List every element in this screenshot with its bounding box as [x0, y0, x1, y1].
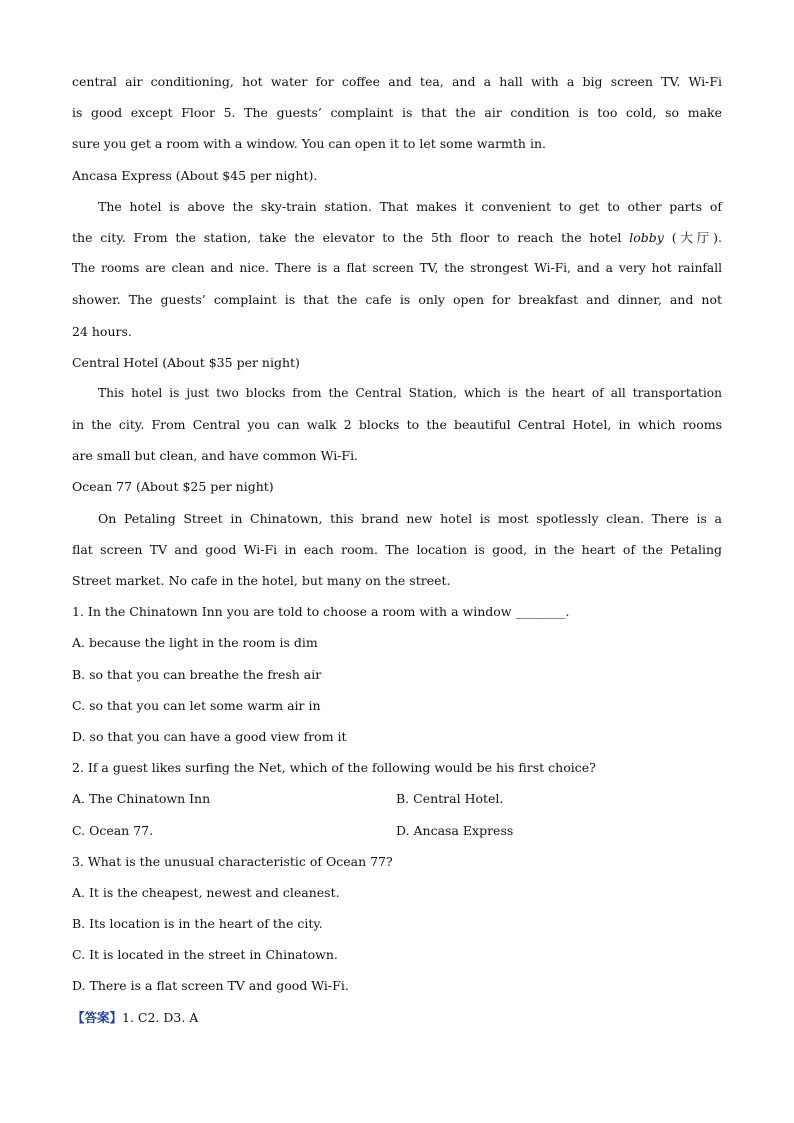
paragraph-line: are small but clean, and have common Wi-Fi.	[72, 448, 359, 464]
paragraph-line: central air conditioning, hot water for coffee and tea, and a hall with a big screen TV. Wi-Fi	[72, 74, 722, 89]
answer-line	[72, 1002, 722, 1033]
paragraph-line: On Petaling Street in Chinatown, this brand new hotel is most spotlessly clean. There is a	[98, 510, 722, 526]
q2-option-c: C. Ocean 77.	[72, 822, 154, 838]
paragraph-line: The hotel is above the sky-train station. That makes it convenient to get to other parts of	[98, 198, 722, 214]
q3-option-b: B. Its location is in the heart of the city.	[72, 916, 323, 932]
q2-option-a: A. The Chinatown Inn	[72, 791, 211, 807]
q2-option-d: D. Ancasa Express	[396, 822, 514, 838]
hotel-heading-central: Central Hotel (About $35 per night)	[72, 354, 300, 370]
q2-options-row	[72, 783, 722, 814]
paragraph-line: This hotel is just two blocks from the Central Station, which is the heart of all transportation	[98, 385, 722, 400]
text-span: the city. From the station, take the elevator to the 5th floor to reach the hotel	[72, 229, 630, 245]
q3-option-c: C. It is located in the street in Chinatown.	[72, 947, 338, 963]
italic-word: lobby	[629, 229, 664, 245]
answer-label: 【答案】	[72, 1009, 123, 1025]
question-3-stem: 3. What is the unusual characteristic of Ocean 77?	[72, 853, 393, 869]
q1-option-d: D. so that you can have a good view from it	[72, 728, 347, 744]
paragraph-line: shower. The guests’ complaint is that the cafe is only open for breakfast and dinner, and not	[72, 292, 722, 308]
q3-option-a: A. It is the cheapest, newest and cleanest.	[72, 884, 340, 900]
q2-option-b: B. Central Hotel.	[396, 791, 504, 807]
paragraph-line: is good except Floor 5. The guests’ complaint is that the air condition is too cold, so make	[72, 105, 722, 121]
paragraph-line: Street market. No cafe in the hotel, but many on the street.	[72, 573, 451, 588]
paragraph-line: The rooms are clean and nice. There is a flat screen TV, the strongest Wi-Fi, and a very hot rainfall	[72, 261, 722, 276]
document-page	[72, 66, 722, 1033]
hotel-heading-ancasa: Ancasa Express (About $45 per night).	[72, 167, 318, 183]
answer-text: 1. C2. D3. A	[122, 1009, 199, 1025]
q1-option-b: B. so that you can breathe the fresh air	[72, 666, 322, 682]
paragraph-line	[72, 222, 722, 253]
q1-option-a: A. because the light in the room is dim	[72, 635, 318, 651]
paragraph-line: in the city. From Central you can walk 2 blocks to the beautiful Central Hotel, in which rooms	[72, 417, 722, 433]
question-1-stem: 1. In the Chinatown Inn you are told to choose a room with a window ________.	[72, 604, 570, 620]
q1-option-c: C. so that you can let some warm air in	[72, 697, 321, 713]
text-span: (大厅).	[663, 229, 723, 245]
paragraph-line: sure you get a room with a window. You can open it to let some warmth in.	[72, 136, 546, 152]
paragraph-line: 24 hours.	[72, 323, 132, 339]
q3-option-d: D. There is a flat screen TV and good Wi-Fi.	[72, 978, 349, 994]
paragraph-line: flat screen TV and good Wi-Fi in each room. The location is good, in the heart of the Petaling	[72, 541, 722, 557]
hotel-heading-ocean77: Ocean 77 (About $25 per night)	[72, 479, 274, 495]
q2-options-row	[72, 815, 722, 846]
question-2-stem: 2. If a guest likes surfing the Net, which of the following would be his first choice?	[72, 760, 596, 776]
